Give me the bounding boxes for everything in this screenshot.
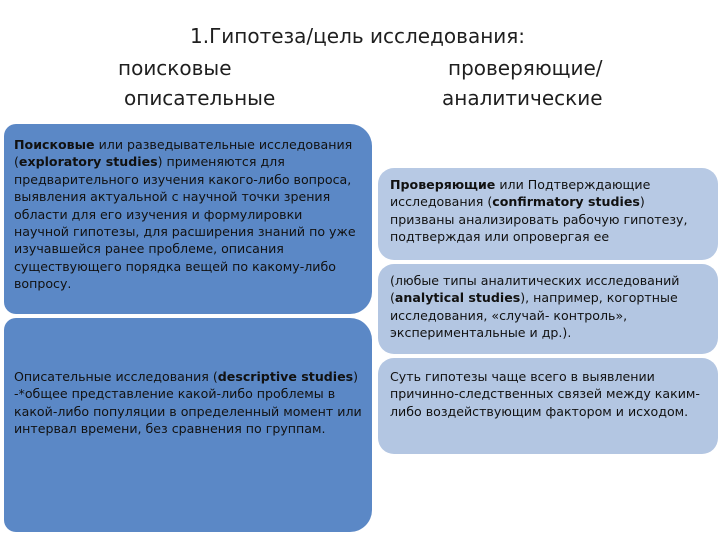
confirmatory-text-2: ) призваны анализировать рабочую гипотезу, подтверждая или опровергая ее [390,194,688,245]
descriptive-term: descriptive studies [217,369,354,384]
exploratory-label: Поисковые [14,137,95,152]
descriptive-studies-box [4,318,372,532]
exploratory-text-2: ) применяются для предварительного изучения какого-либо вопроса, выявления актуальной с научной точки зрения области для его изучения и формулировки научной гипотезы, для расширения знаний по уже изучавшейся ранее проблеме, описания существующего порядка вещей по какому-либо вопросу. [14,154,356,292]
exploratory-text-1: или разведывательные исследования ( [14,137,353,170]
hypothesis-essence-box [378,358,718,454]
title-analytical: аналитические [442,86,603,110]
descriptive-text-2: ) -*общее представление какой-либо проблемы в какой-либо популяции в определенный момент или интервал времени, без сравнения по группам. [14,369,362,437]
confirmatory-label: Проверяющие [390,177,496,192]
title-descriptive: описательные [124,86,276,110]
confirmatory-studies-box [378,168,718,260]
analytical-text-2: ), например, когортные исследования, «случай- контроль», экспериментальные и др.). [390,290,678,341]
hypothesis-essence-text: Суть гипотезы чаще всего в выявлении причинно-следственных связей между каким-либо воздействующим фактором и исходом. [390,369,700,419]
analytical-studies-box [378,264,718,354]
analytical-text-1: (любые типы аналитических исследований ( [390,273,680,306]
exploratory-term: exploratory studies [18,154,158,170]
title-exploratory: поисковые [118,56,232,80]
exploratory-studies-box [4,124,372,314]
title-confirmatory: проверяющие/ [448,56,603,80]
descriptive-text-1: Описательные исследования ( [14,369,218,384]
confirmatory-term: confirmatory studies [492,194,640,210]
confirmatory-text-1: или Подтверждающие исследования ( [390,177,651,210]
slide-title: 1.Гипотеза/цель исследования: [190,24,526,48]
analytical-term: analytical studies [394,290,521,306]
